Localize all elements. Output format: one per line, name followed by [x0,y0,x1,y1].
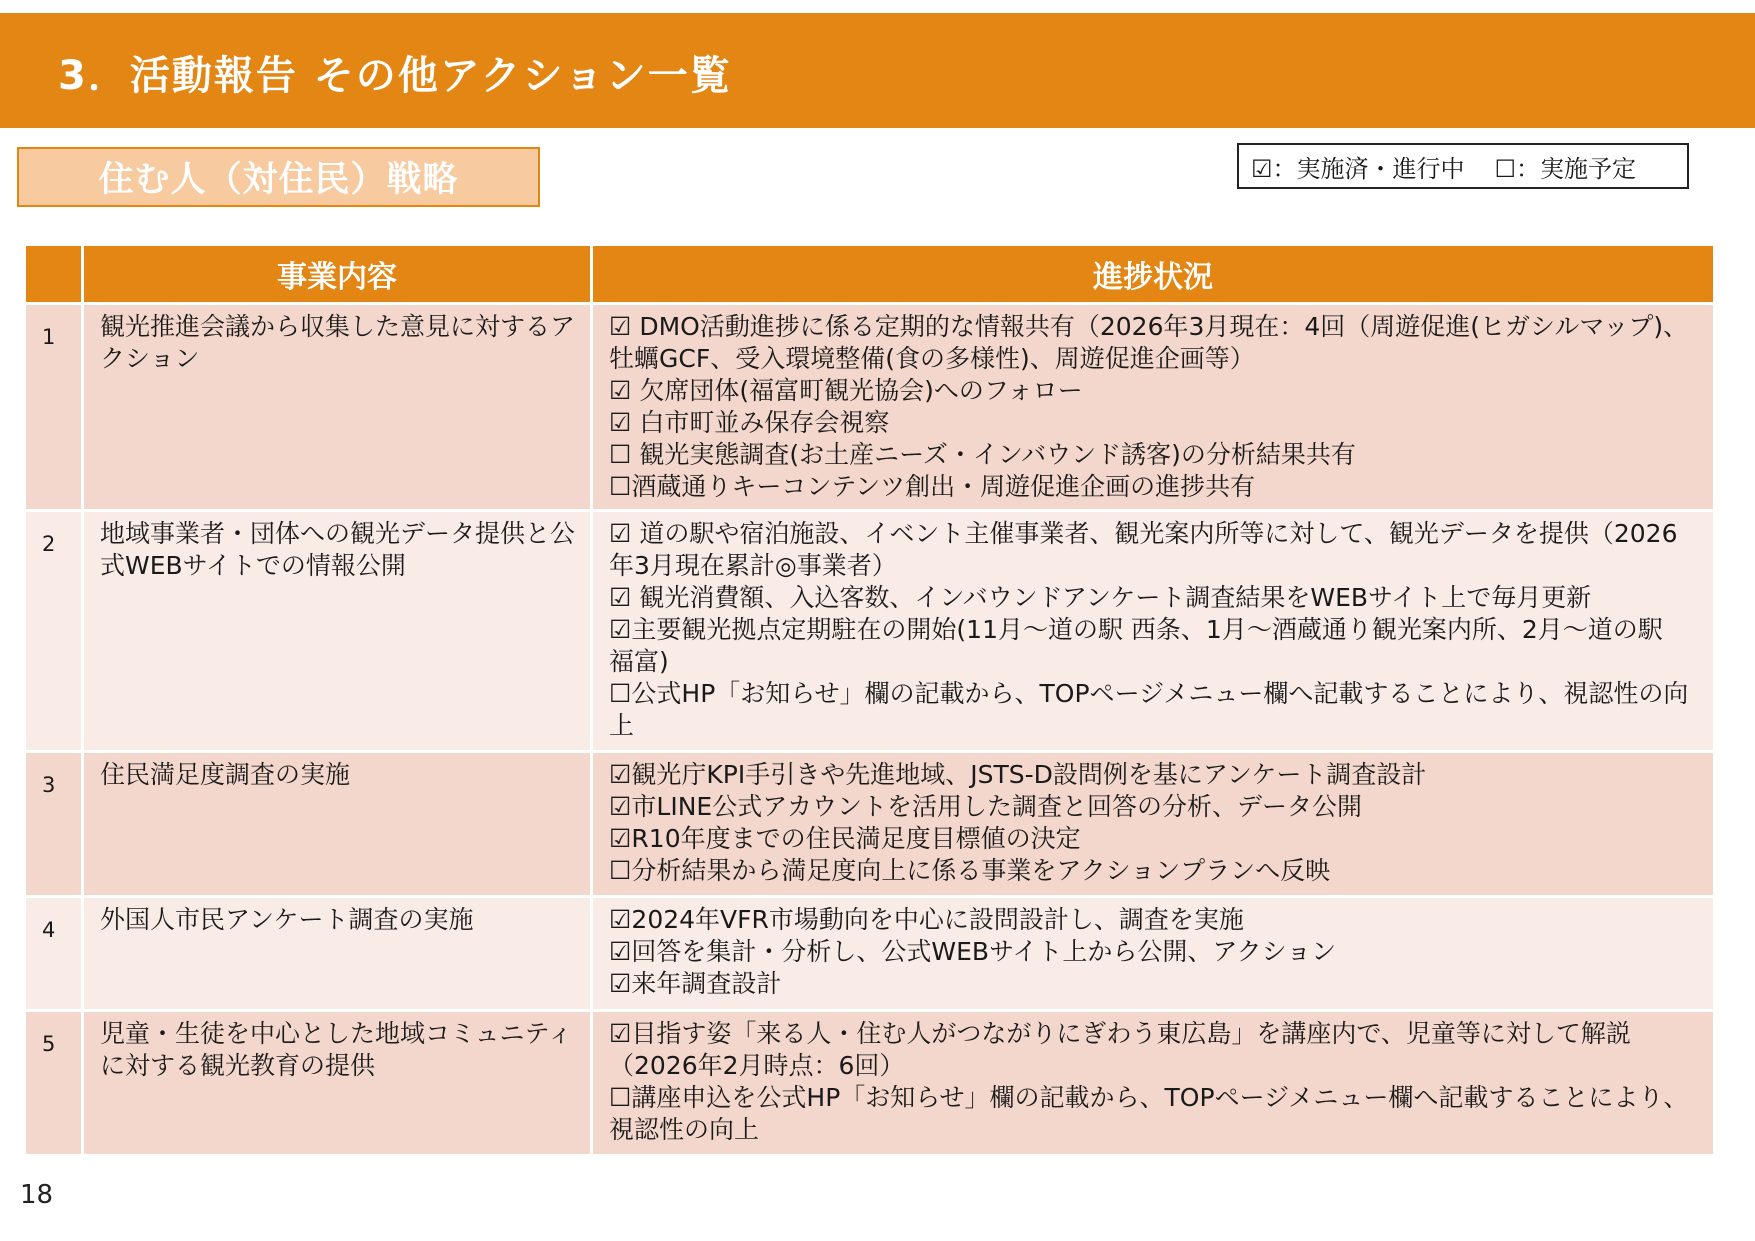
row-number: 1 [25,304,83,511]
legend-planned: ☐：実施予定 [1494,154,1637,183]
status-line: ☑ 欠席団体(福富町観光協会)へのフォロー [609,376,1083,405]
status-cell [592,752,1715,897]
table-row [25,752,1715,897]
status-line: ☑ DMO活動進捗に係る定期的な情報共有（2026年3月現在：4回（周遊促進(ヒガシルマップ)、牡蠣GCF、受入環境整備(食の多様性)、周遊促進企画等） [609,312,1689,373]
task-cell: 地域事業者・団体への観光データ提供と公式WEBサイトでの情報公開 [83,511,592,752]
status-line: ☑観光庁KPI手引きや先進地域、JSTS-D設問例を基にアンケート調査設計 [609,760,1427,789]
table-row [25,1011,1715,1156]
status-line: ☐ 観光実態調査(お土産ニーズ・インバウンド誘客)の分析結果共有 [609,440,1356,469]
status-line: ☑回答を集計・分析し、公式WEBサイト上から公開、アクション [609,937,1337,966]
task-cell: 観光推進会議から収集した意見に対するアクション [83,304,592,511]
status-line: ☑ 道の駅や宿泊施設、イベント主催事業者、観光案内所等に対して、観光データを提供（2026年3月現在累計◎事業者） [609,519,1678,580]
status-line: ☑来年調査設計 [609,969,782,998]
status-line: ☐講座申込を公式HP「お知らせ」欄の記載から、TOPページメニュー欄へ記載することにより、視認性の向上 [609,1083,1689,1144]
status-cell [592,304,1715,511]
legend-done: ☑：実施済・進行中 [1251,154,1465,183]
strategy-label-box [17,147,540,207]
row-number: 4 [25,897,83,1011]
status-line: ☐分析結果から満足度向上に係る事業をアクションプランへ反映 [609,856,1331,885]
table-row [25,304,1715,511]
task-cell: 外国人市民アンケート調査の実施 [83,897,592,1011]
strategy-label: 住む人（対住民）戦略 [98,160,459,200]
legend [1237,143,1689,189]
header-status: 進捗状況 [592,245,1715,304]
task-cell: 児童・生徒を中心とした地域コミュニティに対する観光教育の提供 [83,1011,592,1156]
table-row [25,511,1715,752]
status-cell [592,897,1715,1011]
row-number: 2 [25,511,83,752]
actions-table [23,243,1716,1157]
status-line: ☑2024年VFR市場動向を中心に設問設計し、調査を実施 [609,905,1244,934]
status-line: ☑目指す姿「来る人・住む人がつながりにぎわう東広島」を講座内で、児童等に対して解説（2026年2月時点：6回） [609,1019,1631,1080]
status-cell [592,511,1715,752]
row-number: 3 [25,752,83,897]
status-line: ☑市LINE公式アカウントを活用した調査と回答の分析、データ公開 [609,792,1362,821]
status-line: ☑R10年度までの住民満足度目標値の決定 [609,824,1081,853]
row-number: 5 [25,1011,83,1156]
status-line: ☑主要観光拠点定期駐在の開始(11月～道の駅 西条、1月～酒蔵通り観光案内所、2月～道の駅 福富) [609,615,1663,676]
status-line: ☑ 白市町並み保存会視察 [609,408,890,437]
table-header-row [25,245,1715,304]
status-line: ☐酒蔵通りキーコンテンツ創出・周遊促進企画の進捗共有 [609,472,1256,501]
table-row [25,897,1715,1011]
status-line: ☐公式HP「お知らせ」欄の記載から、TOPページメニュー欄へ記載することにより、視認性の向上 [609,679,1689,740]
task-cell: 住民満足度調査の実施 [83,752,592,897]
header-task: 事業内容 [83,245,592,304]
status-line: ☑ 観光消費額、入込客数、インバウンドアンケート調査結果をWEBサイト上で毎月更新 [609,583,1592,612]
status-cell [592,1011,1715,1156]
page-title: 3．活動報告 その他アクション一覧 [58,53,732,99]
page-number: 18 [20,1180,54,1210]
header-num [25,245,83,304]
